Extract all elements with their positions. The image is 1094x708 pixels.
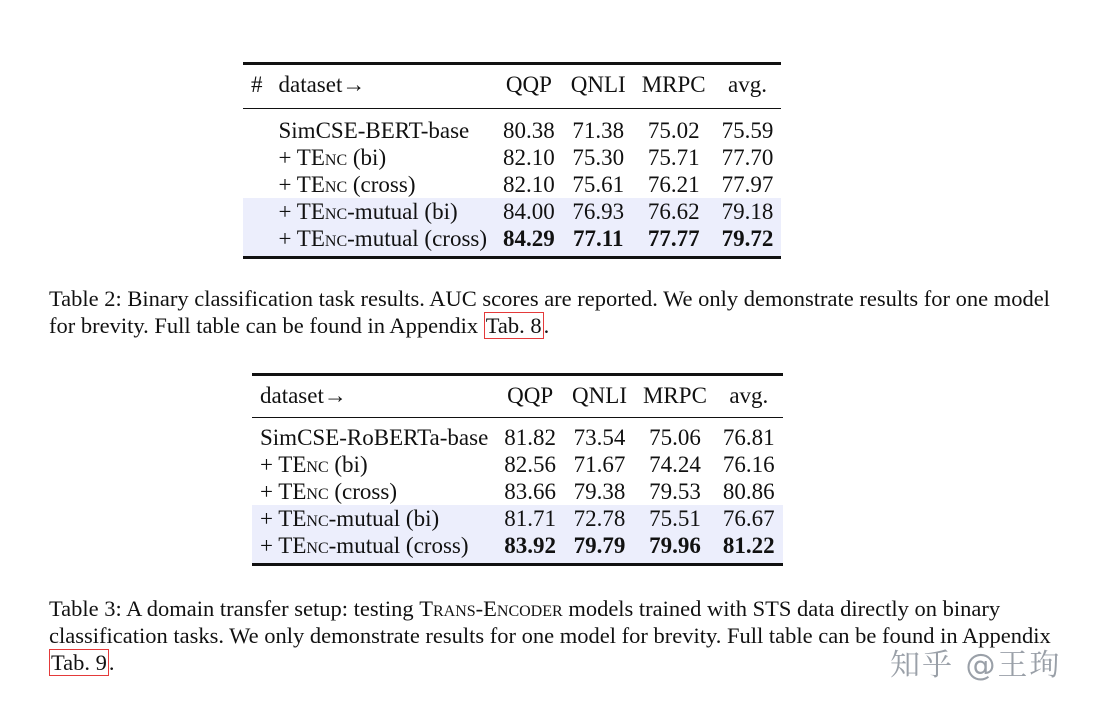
table-row-highlighted	[243, 225, 781, 258]
cell-mrpc: 75.71	[647, 145, 700, 170]
table-row	[243, 109, 781, 145]
cell-qnli: 75.61	[572, 172, 625, 197]
table-3-caption: Table 3: A domain transfer setup: testing Trans-Encoder models trained with STS data directly on binary classification tasks. We only demonstrate results for one model for brevity. Full table can be found in Appendix Tab. 9.	[49, 596, 1051, 675]
cell-avg: 79.18	[714, 198, 782, 225]
table-row	[252, 418, 783, 452]
cell-avg: 81.22	[715, 532, 783, 565]
table-row-highlighted	[243, 198, 781, 225]
table-row	[252, 478, 783, 505]
table-row-highlighted	[252, 505, 783, 532]
cell-avg: 80.86	[722, 479, 775, 504]
model-name: + TEnc-mutual (bi)	[252, 505, 496, 532]
cell-qnli: 79.38	[573, 479, 626, 504]
watermark: 知乎 @王珣	[890, 648, 1062, 683]
cell-qqp: 84.29	[495, 225, 563, 258]
cell-mrpc: 75.02	[647, 118, 700, 143]
cell-avg: 75.59	[721, 118, 774, 143]
cell-qqp: 81.71	[496, 505, 564, 532]
model-name: + TEnc-mutual (cross)	[271, 225, 496, 258]
qqp-header: QQP	[505, 72, 552, 97]
table-2-grid	[243, 62, 781, 259]
cell-mrpc: 76.21	[647, 172, 700, 197]
cell-qnli: 79.79	[564, 532, 635, 565]
cell-qqp: 82.10	[503, 172, 555, 197]
cell-qnli: 71.67	[573, 452, 626, 477]
cell-qqp: 84.00	[495, 198, 563, 225]
mrpc-header: MRPC	[642, 383, 707, 408]
cell-mrpc: 74.24	[649, 452, 701, 477]
tab-9-link[interactable]: Tab. 9	[51, 650, 107, 675]
model-name: + TEnc (cross)	[260, 479, 397, 504]
model-name: SimCSE-BERT-base	[278, 118, 470, 143]
table-3-grid	[252, 373, 783, 566]
cell-qqp: 81.82	[504, 425, 557, 450]
model-name: + TEnc-mutual (cross)	[252, 532, 496, 565]
qnli-header: QNLI	[572, 383, 627, 408]
qqp-header: QQP	[507, 383, 554, 408]
cell-mrpc: 77.77	[634, 225, 714, 258]
cell-mrpc: 79.96	[635, 532, 715, 565]
table-2-header-row	[243, 64, 781, 109]
cell-mrpc: 75.06	[649, 425, 701, 450]
cell-qnli: 73.54	[573, 425, 626, 450]
dataset-header: dataset→	[260, 383, 347, 408]
qnli-header: QNLI	[570, 72, 626, 97]
cell-qqp: 80.38	[503, 118, 555, 143]
dataset-header: dataset→	[278, 72, 366, 97]
table-2-caption: Table 2: Binary classification task results. AUC scores are reported. We only demonstrate results for one model for brevity. Full table can be found in Appendix Tab. 8.	[49, 286, 1050, 338]
table-row	[243, 171, 781, 198]
cell-avg: 77.97	[721, 172, 774, 197]
cell-mrpc: 79.53	[649, 479, 701, 504]
model-name: SimCSE-RoBERTa-base	[260, 425, 489, 450]
hash-header: #	[251, 72, 263, 97]
cell-mrpc: 76.62	[634, 198, 714, 225]
model-name: + TEnc-mutual (bi)	[271, 198, 496, 225]
cell-qqp: 83.66	[504, 479, 557, 504]
model-name: + TEnc (bi)	[260, 452, 368, 477]
mrpc-header: MRPC	[641, 72, 706, 97]
cell-qqp: 82.10	[503, 145, 555, 170]
cell-avg: 76.16	[722, 452, 775, 477]
table-row-highlighted	[252, 532, 783, 565]
cell-avg: 79.72	[714, 225, 782, 258]
tab-8-link[interactable]: Tab. 8	[485, 313, 542, 338]
cell-avg: 76.81	[722, 425, 775, 450]
cell-qqp: 82.56	[504, 452, 557, 477]
table-3	[252, 373, 783, 566]
model-name: + TEnc (cross)	[278, 172, 416, 197]
table-row	[252, 451, 783, 478]
cell-qqp: 83.92	[496, 532, 564, 565]
cell-qnli: 76.93	[563, 198, 634, 225]
cell-qnli: 71.38	[572, 118, 625, 143]
avg-header: avg.	[728, 72, 768, 97]
model-name: + TEnc (bi)	[278, 145, 387, 170]
table-row	[243, 144, 781, 171]
cell-avg: 77.70	[721, 145, 774, 170]
cell-mrpc: 75.51	[635, 505, 715, 532]
table-3-header-row	[252, 375, 783, 418]
avg-header: avg.	[729, 383, 769, 408]
cell-qnli: 77.11	[563, 225, 634, 258]
cell-qnli: 75.30	[572, 145, 625, 170]
cell-avg: 76.67	[715, 505, 783, 532]
cell-qnli: 72.78	[564, 505, 635, 532]
table-2	[243, 62, 781, 259]
